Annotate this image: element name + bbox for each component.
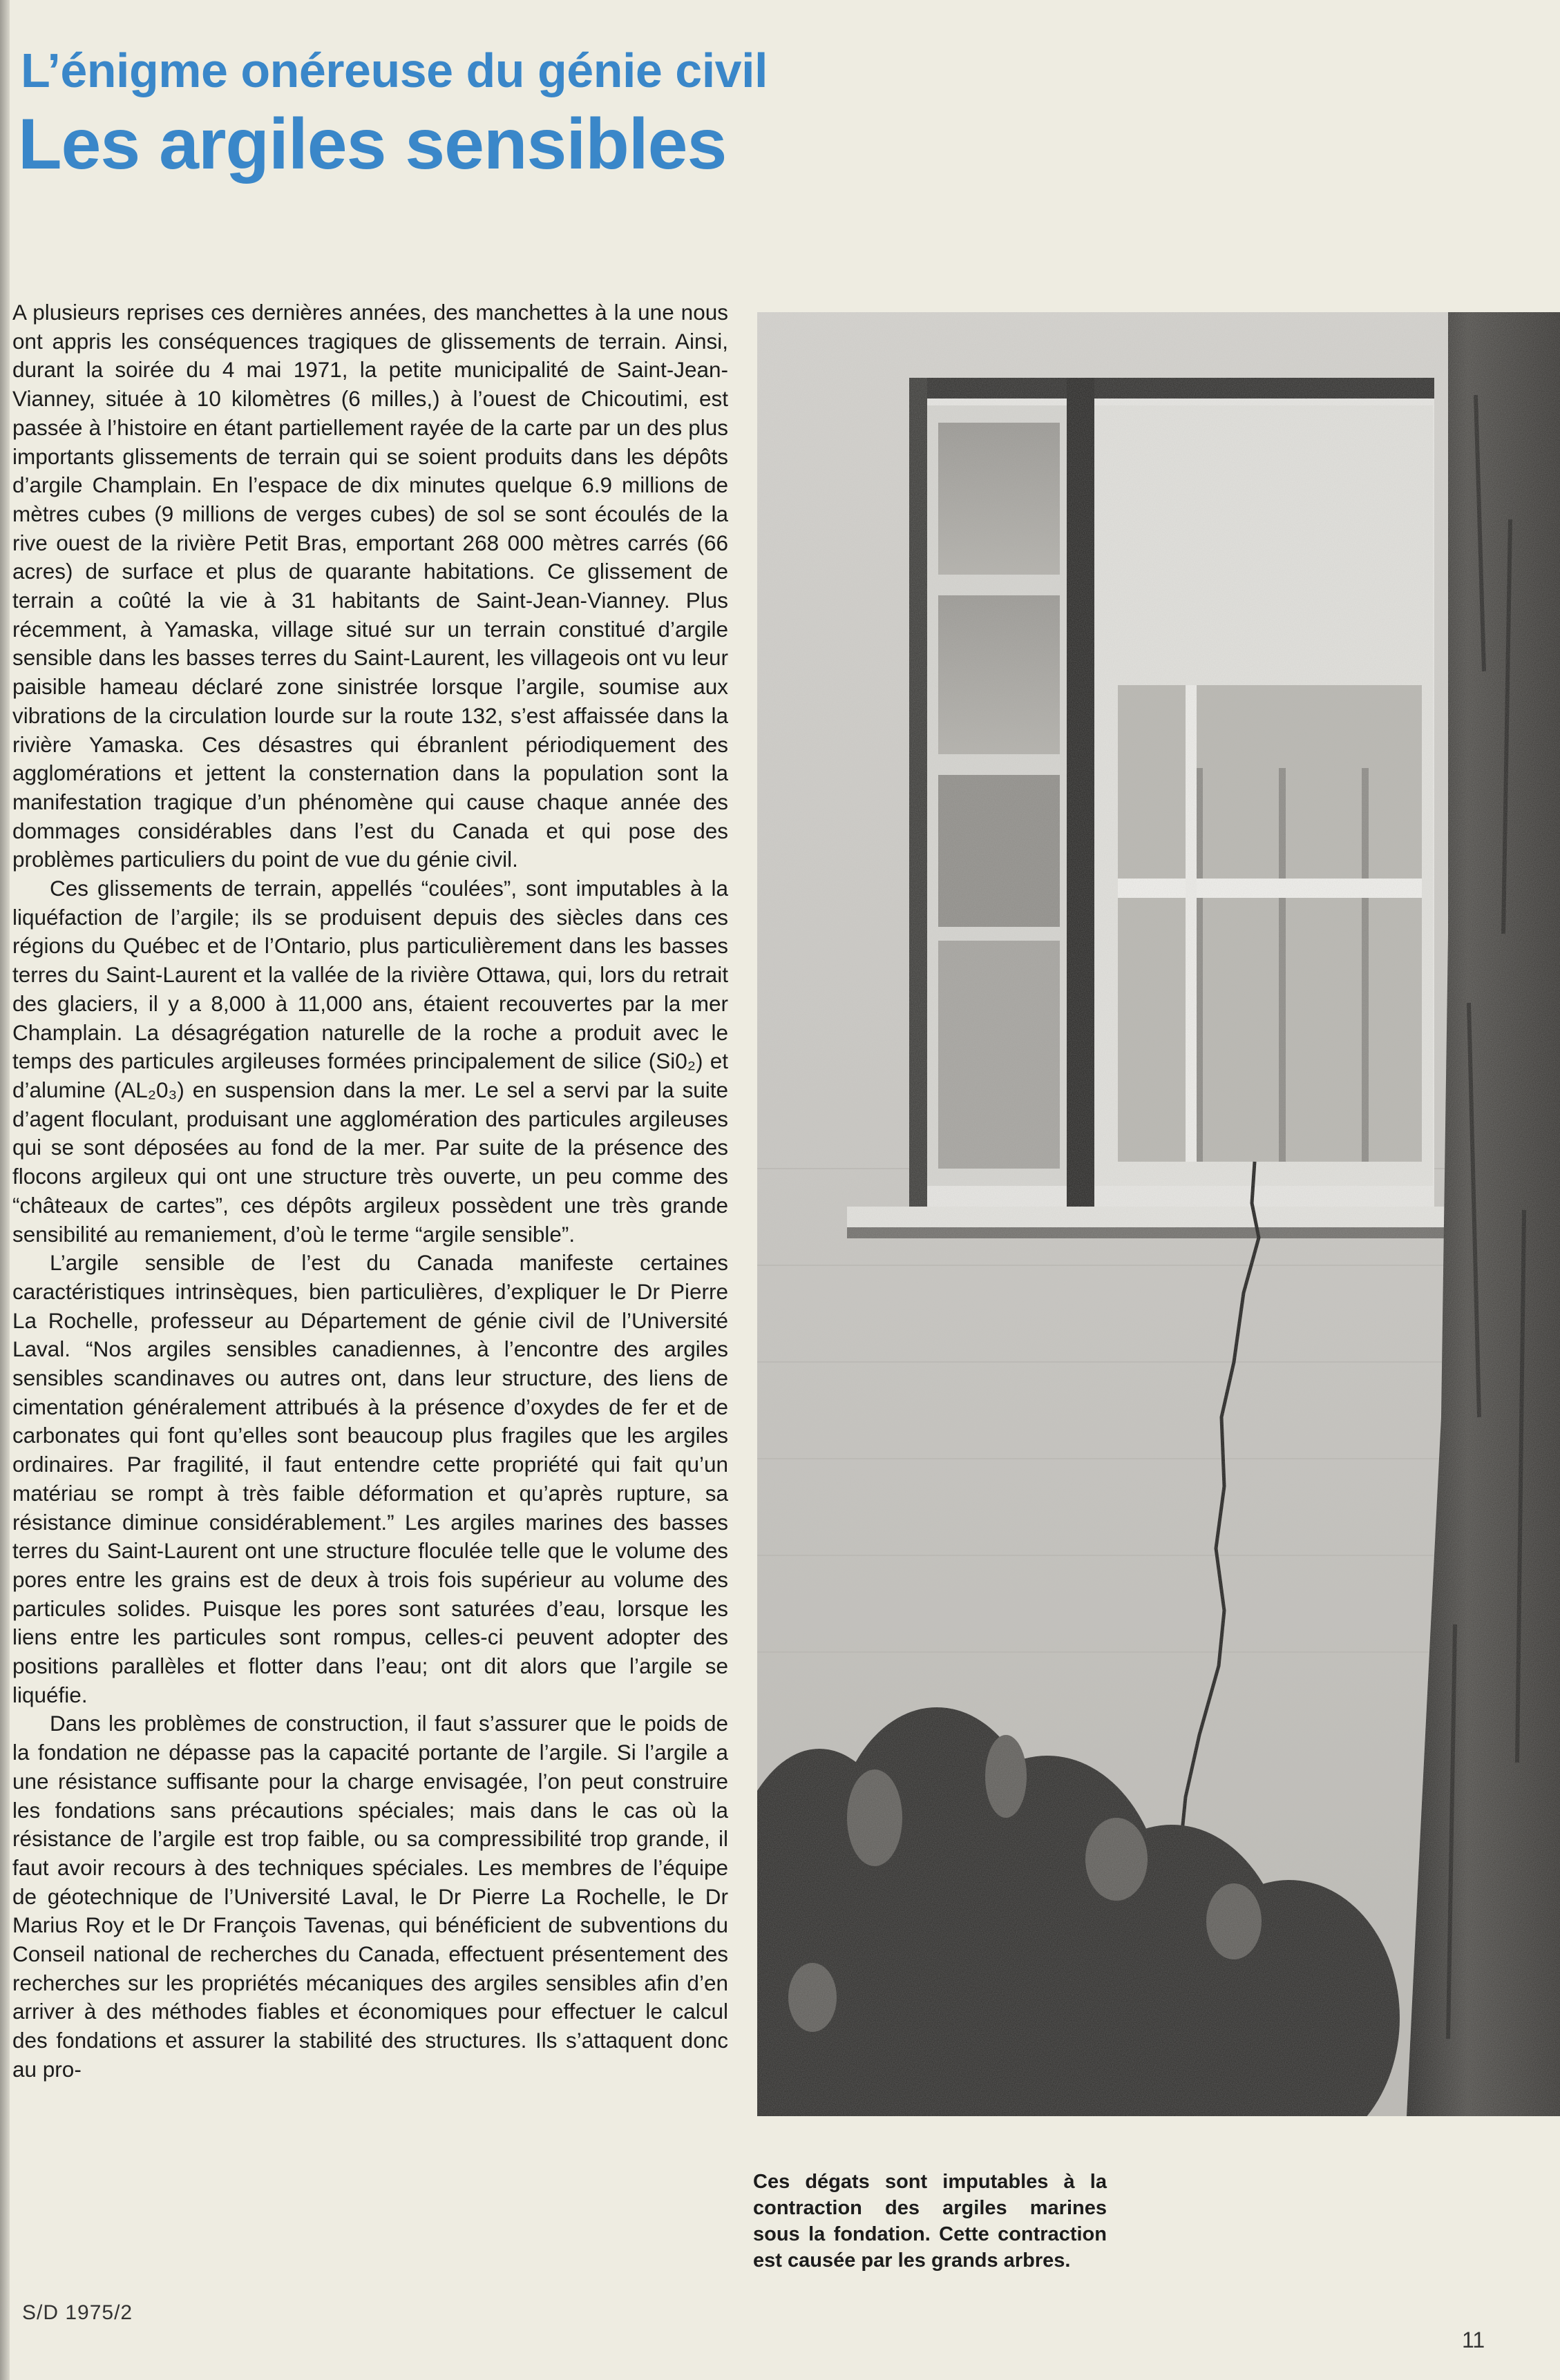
article-body [12, 298, 728, 2301]
house-wall-crack-photo [757, 312, 1560, 2116]
page-number: 11 [1462, 2328, 1485, 2352]
article-paragraph: Dans les problèmes de construction, il faut s’assurer que le poids de la fondation ne dépasse pas la capacité portante de l’argile. Si l’argile a une résistance suffisante pour la charge envisagée, l’on peut construire les fondations sans précautions spéciales; mais dans le cas où la résistance de l’argile est trop faible, ou sa compressibilité trop grande, il faut avoir recours à des techniques spéciales. Les membres de l’équipe de géotechnique de l’Université Laval, le Dr Pierre La Rochelle, le Dr Marius Roy et le Dr François Tavenas, qui bénéficient de subventions du Conseil national de recherches du Canada, effectuent présentement des recherches sur les propriétés mécaniques des argiles sensibles afin d’en arriver à des méthodes fiables et économiques pour effectuer le calcul des fondations et assurer la stabilité des structures. Ils s’attaquent donc au pro- [12, 1711, 728, 2082]
article-title: Les argiles sensibles [18, 104, 727, 184]
article-kicker: L’énigme onéreuse du génie civil [21, 44, 768, 97]
article-paragraph: L’argile sensible de l’est du Canada manifeste certaines caractéristiques intrinsèques, bien particulières, d’expliquer le Dr Pierre La Rochelle, professeur au Département de génie civil de l’Université Laval. “Nos argiles sensibles canadiennes, à l’encontre des argiles sensibles scandinaves ou autres ont, dans leur structure, des liens de cimentation généralement attribués à la présence d’oxydes de fer et de carbonates qui font qu’elles sont beaucoup plus fragiles que les argiles ordinaires. Par fragilité, il faut entendre cette propriété qui fait qu’un matériau se rompt à très faible déformation et qu’après rupture, sa résistance diminue considérablement.” Les argiles marines des basses terres du Saint-Laurent ont une structure floculée telle que le volume des pores entre les grains est de deux à trois fois supérieur au volume des particules solides. Puisque les pores sont saturées d’eau, lorsque les liens entre les particules sont rompus, celles-ci peuvent adopter des positions parallèles et flotter dans l’eau; ont dit alors que l’argile se liquéfie. [12, 1250, 728, 1707]
page-binding-edge [0, 0, 10, 2380]
issue-label: S/D 1975/2 [22, 2301, 133, 2324]
article-paragraph: Ces glissements de terrain, appellés “coulées”, sont imputables à la liquéfaction de l’argile; ils se produisent depuis des siècles dans ces régions du Québec et de l’Ontario, plus particulièrement dans les basses terres du Saint-Laurent et la vallée de la rivière Ottawa, qui, lors du retrait des glaciers, il y a 8,000 à 11,000 ans, étaient recouvertes par la mer Champlain. La désagrégation naturelle de la roche a produit avec le temps des particules argileuses formées principalement de silice (Si0₂) et d’alumine (AL₂0₃) en suspension dans la mer. Le sel a servi par la suite d’agent floculant, produisant une agglomération des particules argileuses qui se sont déposées au fond de la mer. Par suite de la présence des flocons argileux qui ont une structure très ouverte, un peu comme des “châteaux de cartes”, ces dépôts argileux possèdent une très grande sensibilité au remaniement, d’où le terme “argile sensible”. [12, 876, 728, 1247]
photo-caption: Ces dégats sont imputables à la contraction des argiles marines sous la fondation. Cette contraction est causée par les grands arbres. [753, 2171, 1107, 2272]
article-paragraph: A plusieurs reprises ces dernières années, des manchettes à la une nous ont appris les conséquences tragiques de glissements de terrain. Ainsi, durant la soirée du 4 mai 1971, la petite municipalité de Saint-Jean-Vianney, située à 10 kilomètres (6 milles,) à l’ouest de Chicoutimi, est passée à l’histoire en étant partiellement rayée de la carte par un des plus importants glissements de terrain qui se soient produits dans les dépôts d’argile Champlain. En l’espace de dix minutes quelque 6.9 millions de mètres cubes (9 millions de verges cubes) de sol se sont écoulés de la rive ouest de la rivière Petit Bras, emportant 268 000 mètres carrés (66 acres) de surface et plus de quarante habitations. Ce glissement de terrain a coûté la vie à 31 habitants de Saint-Jean-Vianney. Plus récemment, à Yamaska, village situé sur un terrain constitué d’argile sensible dans les basses terres du Saint-Laurent, les villageois ont vu leur paisible hameau déclaré zone sinistrée lorsque l’argile, soumise aux vibrations de la circulation lourde sur la route 132, s’est affaissée dans la rivière Yamaska. Ces désastres qui ébranlent périodiquement des agglomérations et jettent la consternation dans la population sont la manifestation tragique d’un phénomène qui cause chaque année des dommages considérables dans l’est du Canada et qui pose des problèmes particuliers du point de vue du génie civil. [12, 300, 728, 872]
